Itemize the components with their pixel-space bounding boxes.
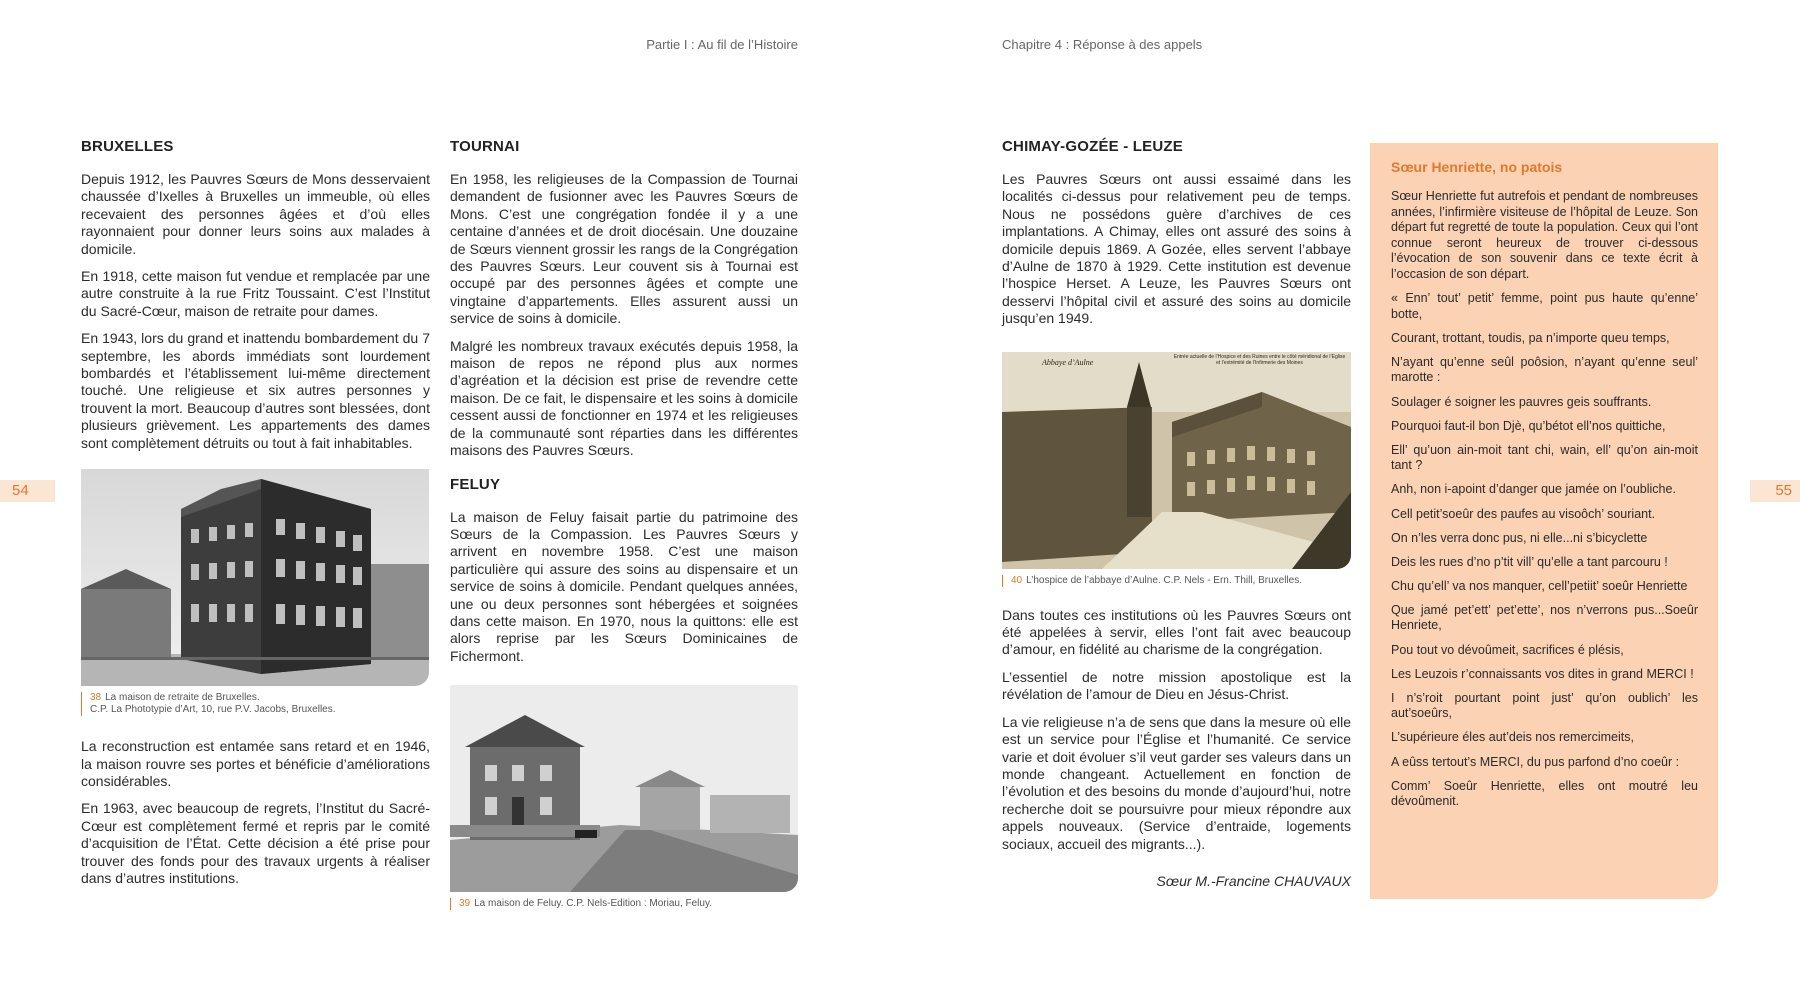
caption-text: La maison de retraite de Bruxelles. [105, 692, 260, 704]
poem-line: Soulager é soigner les pauvres geis souffrants. [1391, 394, 1652, 409]
poem-line: Ell’ qu’uon ain-moit tant chi, wain, ell’ qu’on ain-moit tant ? [1391, 442, 1698, 473]
paragraph: La vie religieuse n’a de sens que dans la mesure où elle est un service pour l’Église et l’humanité. Ce service varie et doit évoluer s’il veut garder ses valeurs dans un monde changeant. Actuellement en fonction de l’évolution et des besoins du monde d’aujourd’hui, notre recherche doit se poursuivre pour mieux répondre aux appels nouveaux. (Service d’entraide, logements sociaux, accueil des migrants...). [1002, 713, 1351, 852]
photo-feluy [450, 685, 798, 892]
heading-chimay: CHIMAY-GOZÉE - LEUZE [1002, 138, 1183, 155]
page-number-left: 54 [0, 480, 55, 502]
caption-text: C.P. La Phototypie d’Art, 10, rue P.V. Jacobs, Bruxelles. [90, 704, 336, 716]
running-head-right: Chapitre 4 : Réponse à des appels [1002, 37, 1203, 52]
paragraph: En 1918, cette maison fut vendue et remplacée par une autre construite à la rue Fritz Toussaint. C’est l’Institut du Sacré-Cœur, maison de retraite pour dames. [81, 268, 430, 319]
poem-line: Pourquoi faut-il bon Djè, qu’bétot ell’nos quittiche, [1391, 418, 1666, 433]
column-chimay [1002, 138, 1351, 889]
poem-line: Chu qu’ell’ va nos manquer, cell’petiit’ soeûr Henriette [1391, 578, 1688, 593]
poem-line: N’ayant qu’enne seûl poôsion, n’ayant qu’enne seul’ marotte : [1391, 354, 1698, 385]
column-tournai-feluy [450, 138, 798, 910]
sidebar-paragraph: Sœur Henriette fut autrefois et pendant de nombreuses années, l’infirmière visiteuse de l’hôpital de Leuze. Son départ fut regretté de toute la population. Ceux qui l’ont connue seront heureux de trouver ci-dessous l’évocation de son souvenir dans ce texte écrit à l’occasion de son départ. [1391, 189, 1698, 281]
paragraph: Les Pauvres Sœurs ont aussi essaimé dans les localités ci-dessus pour relativement peu de temps. Nous ne possédons guère d’archives de ces implantations. A Chimay, elles ont assuré des soins à domicile depuis 1869. A Gozée, elles servent l’abbaye d’Aulne de 1870 à 1929. Cette institution est devenue l’hospice Herset. A Leuze, les Pauvres Sœurs ont desservi l’hôpital civil et assuré des soins au domicile jusqu’en 1949. [1002, 171, 1351, 327]
heading-feluy: FELUY [450, 475, 501, 493]
paragraph: La reconstruction est entamée sans retard et en 1946, la maison rouvre ses portes et bénéficie d’améliorations considérables. [81, 738, 430, 789]
paragraph: En 1958, les religieuses de la Compassion de Tournai demandent de fusionner avec les Pauvres Sœurs de Mons. C’est une congrégation fondée il y a une centaine d’années et de droit diocésain. Une douzaine de Sœurs viennent grossir les rangs de la Congrégation des Pauvres Sœurs. Leur couvent sis à Tournai est occupé par des personnes âgées et compte une vingtaine d’appartements. Elles assurent aussi un service de soins à domicile. [450, 171, 798, 327]
street-photo-feluy [450, 685, 798, 892]
sidebar-title: Sœur Henriette, no patois [1391, 159, 1563, 175]
photo-caption-40 [1002, 575, 1351, 587]
poem-line: Les Leuzois r’connaissants vos dites in grand MERCI ! [1391, 666, 1694, 681]
page-number-right: 55 [1750, 480, 1800, 502]
paragraph: Malgré les nombreux travaux exécutés depuis 1958, la maison de repos ne répond plus aux normes d’agréation et la décision est prise de revendre cette maison. De ce fait, le dispensaire et les soins à domicile cessent aussi de fonctionner en 1974 et les religieuses de la communauté sont réparties dans les différentes maisons des Pauvres Sœurs. [450, 337, 798, 459]
paragraph: La maison de Feluy faisait partie du patrimoine des Sœurs de la Compassion. Les Pauvres Sœurs y arrivent en novembre 1958. C’est une maison particulière qui assure des soins au dispensaire et un service de soins à domicile. Pendant quelques années, une ou deux personnes sont hébergées et soignées dans cette maison. En 1970, nous la quittons: elle est alors reprise par les Sœurs Dominicaines de Fichermont. [450, 508, 798, 664]
paragraph: Dans toutes ces institutions où les Pauvres Sœurs ont été appelées à servir, elles l’ont fait avec beaucoup d’amour, en fidélité au charisme de la congrégation. [1002, 606, 1351, 658]
paragraph: En 1963, avec beaucoup de regrets, l’Institut du Sacré-Cœur est complètement fermé et repris par le comité d’acquisition de l’État. Cette décision a été prise pour trouver des fonds pour des travaux urgents à réaliser dans d’autres institutions. [81, 800, 430, 886]
signature: Sœur M.-Francine CHAUVAUX [1156, 872, 1351, 889]
poem-line: Anh, non i-apoint d’danger que jamée on l’oubliche. [1391, 482, 1676, 497]
column-bruxelles [81, 138, 430, 897]
running-head-left: Partie I : Au fil de l’Histoire [646, 37, 798, 52]
caption-number: 40 [1011, 574, 1023, 586]
postcard-title: Abbaye d’Aulne [1042, 357, 1094, 367]
photo-bruxelles [81, 469, 429, 686]
poem-line: On n’les verra donc pus, ni elle...ni s’bicyclette [1391, 530, 1648, 545]
caption-text: La maison de Feluy. C.P. Nels-Edition : Moriau, Feluy. [474, 898, 713, 910]
photo-caption-38 [81, 692, 430, 716]
building-photo-bruxelles [81, 469, 429, 686]
poem-line: Cell petit’soeûr des paufes au visoôch’ souriant. [1391, 506, 1656, 521]
caption-number: 39 [459, 898, 471, 910]
photo-abbaye-aulne [1002, 352, 1351, 569]
caption-number: 38 [90, 692, 102, 704]
poem-line: Comm’ Soeûr Henriette, elles ont moutré leu dévoûmenit. [1391, 778, 1698, 809]
poem-line: I n’s’roit pourtant point just’ qu’on oublich’ les aut’soeûrs, [1391, 690, 1698, 721]
poem-line: Pou tout vo dévoûmeit, sacrifices é plésis, [1391, 642, 1624, 657]
poem-line: Deis les rues d’no p’tit vill’ qu’elle a tant parcouru ! [1391, 554, 1668, 569]
poem-line: « Enn’ tout’ petit’ femme, point pus haute qu’enne’ botte, [1391, 291, 1698, 321]
paragraph: L’essentiel de notre mission apostolique est la révélation de l’amour de Dieu en Jésus-Christ. [1002, 668, 1351, 703]
postcard-text: Entrée actuelle de l’Hospice et des Ruines entre le côté méridional de l’Eglise et l’extrémité de l’Infirmerie des Moines [1173, 353, 1346, 366]
poem-line: Courant, trottant, toudis, pa n’importe queu temps, [1391, 330, 1670, 345]
photo-caption-39 [450, 898, 798, 910]
poem-line: A eûss tertout’s MERCI, du pus parfond d’no coeûr : [1391, 754, 1680, 769]
sidebar-box [1370, 143, 1718, 899]
poem-line: L’supérieure éles aut’deis nos remercimeits, [1391, 730, 1634, 745]
heading-tournai: TOURNAI [450, 138, 520, 155]
postcard-abbaye-aulne [1002, 352, 1351, 569]
paragraph: En 1943, lors du grand et inattendu bombardement du 7 septembre, les abords immédiats sont lourdement bombardés et l’établissement lui-même directement touché. Une religieuse et six autres personnes y trouvent la mort. Beaucoup d’autres sont blessées, dont plusieurs grièvement. Les appartements des dames sont complètement détruits ou tout à fait inhabitables. [81, 330, 430, 451]
heading-bruxelles: BRUXELLES [81, 138, 174, 155]
poem-line: Que jamé pet’ett’ pet’ette’, nos n’verrons pus...Soeûr Henriete, [1391, 602, 1698, 633]
paragraph: Depuis 1912, les Pauvres Sœurs de Mons desservaient chaussée d’Ixelles à Bruxelles un immeuble, où elles recevaient des personnes âgées et d’où elles rayonnaient pour donner leurs soins aux malades à domicile. [81, 171, 430, 257]
caption-text: L’hospice de l’abbaye d’Aulne. C.P. Nels - Ern. Thill, Bruxelles. [1026, 574, 1303, 586]
